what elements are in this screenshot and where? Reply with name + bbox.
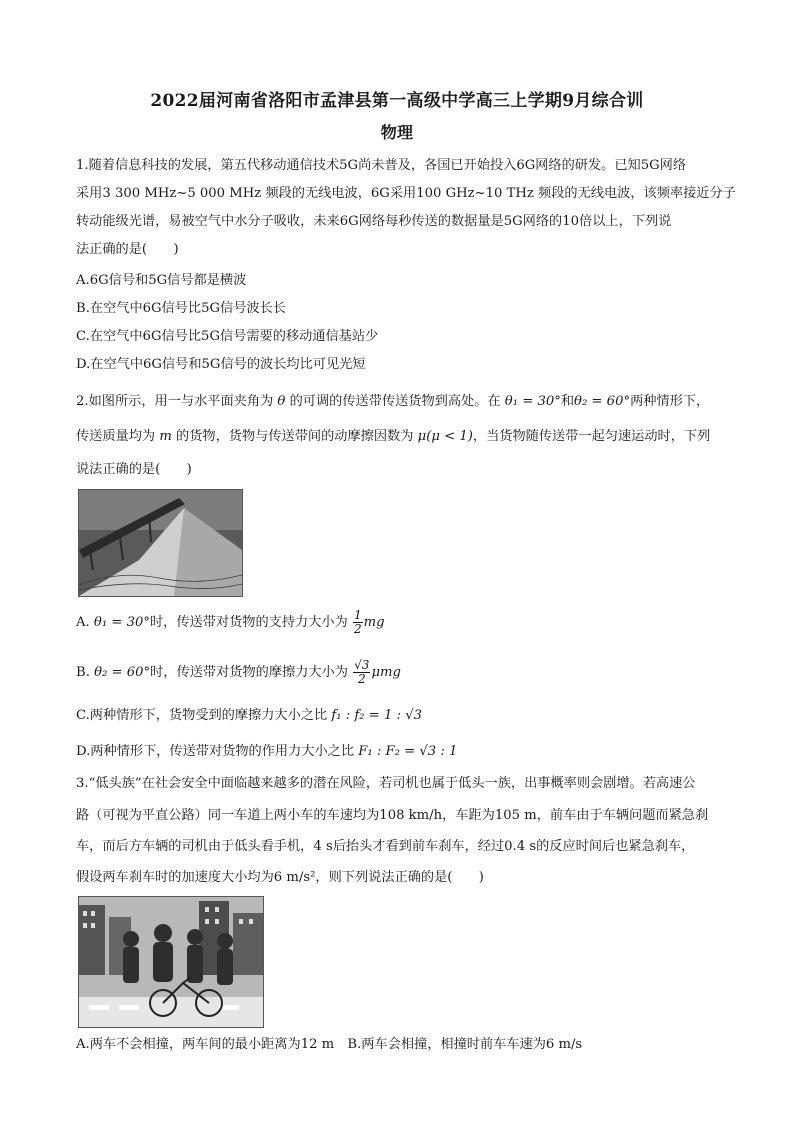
q1-option-c: C.在空气中6G信号比5G信号需要的移动通信基站少 <box>76 329 379 344</box>
friction-ratio: f₁ : f₂ = 1 : √3 <box>331 708 422 723</box>
q3-stem-line-2: 路（可视为平直公路）同一车道上两小车的车速均为108 km/h，车距为105 m，前车由于车辆问题而紧急刹 <box>76 808 709 823</box>
force-expression: mg <box>363 615 385 630</box>
q3-stem-line-1: 3.“低头族”在社会安全中面临越来越多的潜在风险，若司机也属于低头一族，出事概率则会剧增。若高速公 <box>76 776 696 791</box>
option-label: A. <box>76 615 90 630</box>
option-text: D.两种情形下，传送带对货物的作用力大小之比 <box>76 744 355 759</box>
option-text: C.两种情形下，货物受到的摩擦力大小之比 <box>76 708 328 723</box>
q2-stem-text: 的货物，货物与传送带间的动摩擦因数为 <box>176 429 414 444</box>
exam-title: 2022届河南省洛阳市孟津县第一高级中学高三上学期9月综合训 <box>150 91 644 111</box>
subject-title: 物理 <box>380 123 414 142</box>
q2-stem-text: 传送质量均为 <box>76 429 156 444</box>
fraction-numerator: √3 <box>354 658 370 672</box>
fraction-one-half <box>353 609 363 636</box>
q3-stem-line-3: 车，而后方车辆的司机由于低头看手机，4 s后抬头才看到前车刹车，经过0.4 s的反应时间后也紧急刹车， <box>76 839 695 854</box>
fraction-denominator: 2 <box>357 672 366 686</box>
q1-stem-line-2: 采用3 300 MHz~5 000 MHz 频段的无线电波，6G采用100 GHz~10 THz 频段的无线电波，该频率接近分子 <box>76 186 736 201</box>
conveyor-belt-illustration <box>79 490 242 596</box>
mass-symbol: m <box>159 429 172 444</box>
phone-users-illustration <box>78 896 264 1028</box>
option-text: 时，传送带对货物的支持力大小为 <box>149 615 348 630</box>
fraction-numerator: 1 <box>353 608 362 622</box>
angle-condition-2: θ₂ = 60° <box>574 394 631 409</box>
q1-stem-line-4: 法正确的是( ) <box>76 242 179 257</box>
angle-condition-1: θ₁ = 30° <box>504 394 561 409</box>
q1-option-b: B.在空气中6G信号比5G信号波长长 <box>76 301 286 316</box>
q2-option-a <box>76 609 726 636</box>
fraction-denominator: 2 <box>353 622 362 636</box>
q2-stem-text: 和 <box>560 394 575 409</box>
q1-stem-line-3: 转动能级光谱，易被空气中水分子吸收，未来6G网络每秒传送的数据量是5G网络的10倍以上，下列说 <box>76 214 672 229</box>
angle-condition-1: θ₁ = 30° <box>93 615 150 630</box>
q2-option-d <box>76 743 726 761</box>
q2-stem-line-3: 说法正确的是( ) <box>76 462 192 477</box>
q3-options-a-b: A.两车不会相撞，两车间的最小距离为12 m B.两车会相撞，相撞时前车车速为6 m/s <box>76 1037 583 1052</box>
force-expression: μmg <box>371 665 401 680</box>
crowd-illustration <box>79 897 263 1027</box>
theta-symbol: θ <box>277 394 286 409</box>
q2-option-b <box>76 659 726 686</box>
friction-coefficient: μ(μ < 1) <box>417 429 473 444</box>
q2-stem-text: 2.如图所示，用一与水平面夹角为 <box>76 394 274 409</box>
q2-stem-text: 两种情形下， <box>630 394 710 409</box>
q2-stem-line-2 <box>76 428 726 446</box>
q1-option-d: D.在空气中6G信号和5G信号的波长均比可见光短 <box>76 357 366 372</box>
angle-condition-2: θ₂ = 60° <box>94 665 151 680</box>
option-label: B. <box>76 665 90 680</box>
q2-stem-line-1 <box>76 393 726 411</box>
q2-stem-text: ，当货物随传送带一起匀速运动时，下列 <box>472 429 711 444</box>
q1-stem-line-1: 1.随着信息科技的发展，第五代移动通信技术5G尚未普及，各国已开始投入6G网络的研发。已知5G网络 <box>76 158 687 173</box>
option-text: 时，传送带对货物的摩擦力大小为 <box>150 665 348 680</box>
q2-stem-text: 的可调的传送带传送货物到高处。在 <box>289 394 501 409</box>
fraction-root3-half <box>353 659 370 686</box>
q1-option-a: A.6G信号和5G信号都是横波 <box>76 273 247 288</box>
conveyor-belt-photo <box>78 489 243 597</box>
q3-stem-line-4: 假设两车刹车时的加速度大小均为6 m/s²，则下列说法正确的是( ) <box>76 870 484 885</box>
q2-option-c <box>76 707 726 725</box>
force-ratio: F₁ : F₂ = √3 : 1 <box>358 744 458 759</box>
